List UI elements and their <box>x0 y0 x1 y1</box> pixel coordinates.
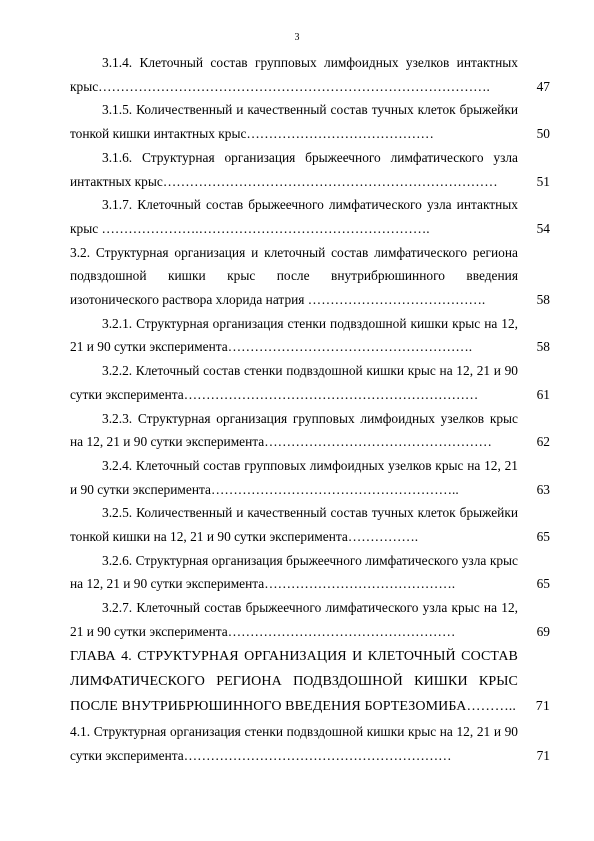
toc-entry-3-2-3[interactable] <box>70 407 550 454</box>
toc-entry-title: 3.2.6. Структурная организация брыжеечного лимфатического узла крыс на 12, 21 и 90 сутки эксперимента……………………………………. <box>70 552 518 592</box>
toc-entry-3-1-4[interactable] <box>70 51 550 98</box>
toc-entry-page: 54 <box>536 220 550 236</box>
toc-entry-3-2-2[interactable] <box>70 359 550 406</box>
toc-entry-page: 62 <box>536 434 550 450</box>
toc-entry-3-1-6[interactable] <box>70 146 550 193</box>
toc-entry-page: 51 <box>536 173 550 189</box>
toc-entry-title: 3.2.5. Количественный и качественный состав тучных клеток брыжейки тонкой кишки на 12, 21 и 90 сутки эксперимента……………. <box>70 505 518 545</box>
table-of-contents <box>70 51 550 767</box>
toc-entry-3-2-7[interactable] <box>70 596 550 643</box>
toc-entry-page: 71 <box>536 747 550 763</box>
toc-entry-page: 71 <box>535 699 550 715</box>
toc-entry-3-1-7[interactable] <box>70 193 550 240</box>
toc-entry-page: 63 <box>536 481 550 497</box>
toc-entry-title: 3.2. Структурная организация и клеточный состав лимфатического региона подвздошной кишки крыс после внутрибрюшинного введения изотонического раствора хлорида натрия …………………………………. <box>70 244 518 308</box>
toc-entry-title: 3.2.3. Структурная организация групповых лимфоидных узелков крыс на 12, 21 и 90 сутки эксперимента…………………………………………… <box>70 410 518 450</box>
toc-entry-title: 3.1.4. Клеточный состав групповых лимфоидных узелков интактных крыс……………………………………………………………………………. <box>70 55 518 94</box>
toc-entry-chapter-4[interactable] <box>70 644 550 720</box>
toc-entry-page: 61 <box>536 386 550 402</box>
toc-entry-title: 3.2.2. Клеточный состав стенки подвздошной кишки крыс на 12, 21 и 90 сутки эксперимента………………………………………………………… <box>70 363 518 402</box>
toc-entry-page: 65 <box>536 576 550 592</box>
toc-entry-page: 65 <box>536 529 550 545</box>
toc-entry-title: 4.1. Структурная организация стенки подвздошной кишки крыс на 12, 21 и 90 сутки эксперимента…………………………………………………… <box>70 723 518 763</box>
toc-entry-3-2[interactable] <box>70 241 550 312</box>
toc-entry-3-2-5[interactable] <box>70 501 550 548</box>
toc-entry-title: 3.2.7. Клеточный состав брыжеечного лимфатического узла крыс на 12, 21 и 90 сутки эксперимента…………………………………………… <box>70 600 518 639</box>
toc-entry-title: 3.1.7. Клеточный состав брыжеечного лимфатического узла интактных крыс ………………….……………………………………………. <box>70 197 518 236</box>
toc-entry-3-2-1[interactable] <box>70 312 550 359</box>
toc-entry-page: 58 <box>536 339 550 355</box>
toc-entry-3-1-5[interactable] <box>70 98 550 145</box>
toc-entry-3-2-6[interactable] <box>70 549 550 596</box>
toc-entry-title: 3.1.6. Структурная организация брыжеечного лимфатического узла интактных крыс………………………………………………………………… <box>70 149 518 189</box>
toc-entry-page: 58 <box>536 292 550 308</box>
toc-entry-title: 3.2.4. Клеточный состав групповых лимфоидных узелков крыс на 12, 21 и 90 сутки эксперимента……………………………………………….. <box>70 457 518 497</box>
page-number: 3 <box>294 32 300 43</box>
toc-entry-4-1[interactable] <box>70 720 550 767</box>
toc-entry-page: 47 <box>536 78 550 94</box>
toc-entry-title: 3.2.1. Структурная организация стенки подвздошной кишки крыс на 12, 21 и 90 сутки эксперимента………………………………………………. <box>70 315 518 355</box>
toc-entry-title: ГЛАВА 4. СТРУКТУРНАЯ ОРГАНИЗАЦИЯ И КЛЕТОЧНЫЙ СОСТАВ ЛИМФАТИЧЕСКОГО РЕГИОНА ПОДВЗДОШНОЙ КИШКИ КРЫС ПОСЛЕ ВНУТРИБРЮШИННОГО ВВЕДЕНИЯ БОРТЕЗОМИБА……….. <box>70 648 518 715</box>
toc-entry-3-2-4[interactable] <box>70 454 550 501</box>
toc-entry-page: 50 <box>536 126 550 142</box>
toc-entry-page: 69 <box>536 623 550 639</box>
toc-entry-title: 3.1.5. Количественный и качественный состав тучных клеток брыжейки тонкой кишки интактных крыс…………………………………… <box>70 102 518 142</box>
